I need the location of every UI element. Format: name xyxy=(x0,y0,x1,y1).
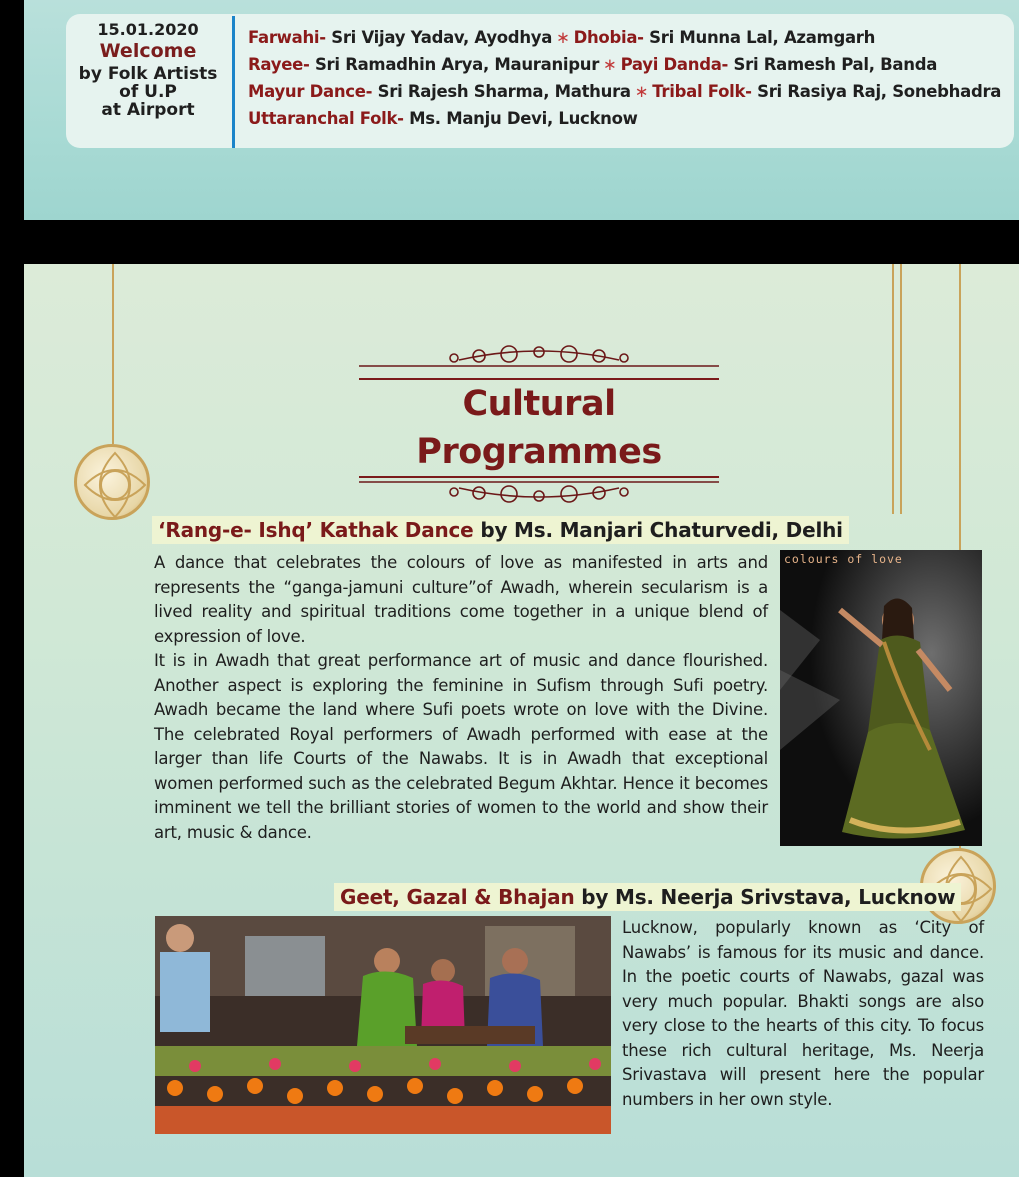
geet-description: Lucknow, popularly known as ‘City of Nawabs’ is famous for its music and dance. In the poetic courts of Nawabs, gazal was very much popular. Bhakti songs are also very close to the hearts of this city. To focus these rich cultural heritage, Ms. Neerja Srivastava will present here the popular numbers in her own style. xyxy=(622,918,984,1109)
kathak-dancer-photo xyxy=(780,550,982,846)
flourish-top-icon xyxy=(359,344,719,370)
artist-name: Sri Rajesh Sharma, Mathura xyxy=(372,82,631,101)
artist-name: Sri Rasiya Raj, Sonebhadra xyxy=(751,82,1002,101)
art-form: Payi Danda- xyxy=(620,55,729,74)
artist-name: Ms. Manju Devi, Lucknow xyxy=(403,109,638,128)
artist-row xyxy=(248,78,1018,105)
kathak-paragraph-1: A dance that celebrates the colours of love as manifested in arts and represents the “ganga-jamuni culture”of Awadh, wherein secularism is a lived reality and spiritual traditions come together in a unique blend of expression of love. xyxy=(154,553,768,646)
ornament-string xyxy=(112,264,114,444)
bauble-ornament-icon xyxy=(74,444,150,520)
ornament-string xyxy=(892,264,894,514)
programme-heading-kathak xyxy=(152,516,849,544)
welcome-line-2: of U.P xyxy=(119,82,177,102)
artist-name: Sri Vijay Yadav, Ayodhya xyxy=(325,28,553,47)
photo-caption: colours of love xyxy=(784,552,903,566)
star-separator-icon: ∗ xyxy=(634,82,649,101)
artist-name: Sri Munna Lal, Azamgarh xyxy=(643,28,876,47)
programme-name: ‘Rang-e- Ishq’ Kathak Dance xyxy=(158,518,474,542)
art-form: Mayur Dance- xyxy=(248,82,373,101)
art-form: Uttaranchal Folk- xyxy=(248,109,404,128)
programme-heading-geet xyxy=(334,883,961,911)
performer-info: by Ms. Manjari Chaturvedi, Delhi xyxy=(473,518,843,542)
artist-row xyxy=(248,105,1018,132)
artist-row xyxy=(248,24,1018,51)
folk-artist-list xyxy=(248,24,1018,132)
star-separator-icon: ∗ xyxy=(603,55,617,74)
performer-info: by Ms. Neerja Srivstava, Lucknow xyxy=(574,885,956,909)
artist-name: Sri Ramadhin Arya, Mauranipur xyxy=(309,55,600,74)
kathak-paragraph-2: It is in Awadh that great performance art of music and dance flourished. Another aspect is exploring the feminine in Sufism through Sufi poetry. Awadh became the land where Sufi poets wrote on love with the Divine. The celebrated Royal performers of Awadh performed with ease at the larger than life Courts of the Nawabs. It is in Awadh that exceptional women performed such as the celebrated Begum Akhtar. Hence it becomes imminent we tell the brilliant stories of women to the world and show their art, music & dance. xyxy=(154,651,768,842)
welcome-title: Welcome xyxy=(99,40,197,62)
artist-row xyxy=(248,51,1018,78)
cultural-programmes-panel xyxy=(24,264,1019,1177)
welcome-info xyxy=(66,20,230,119)
welcome-line-1: by Folk Artists xyxy=(78,64,218,84)
programme-name: Geet, Gazal & Bhajan xyxy=(340,885,575,909)
art-form: Dhobia- xyxy=(573,28,644,47)
section-title-block xyxy=(359,344,719,508)
art-form: Tribal Folk- xyxy=(652,82,752,101)
art-form: Rayee- xyxy=(248,55,310,74)
ornament-string xyxy=(900,264,902,514)
welcome-date: 15.01.2020 xyxy=(97,20,199,39)
welcome-card xyxy=(66,14,1014,148)
welcome-panel xyxy=(24,0,1019,220)
music-performance-photo xyxy=(155,916,611,1134)
page-title: Cultural Programmes xyxy=(416,384,662,472)
welcome-line-3: at Airport xyxy=(101,100,195,120)
welcome-divider xyxy=(232,16,235,148)
star-separator-icon: ∗ xyxy=(556,28,570,47)
artist-name: Sri Ramesh Pal, Banda xyxy=(728,55,938,74)
kathak-description xyxy=(154,551,768,845)
flourish-bottom-icon xyxy=(359,478,719,504)
art-form: Farwahi- xyxy=(248,28,326,47)
